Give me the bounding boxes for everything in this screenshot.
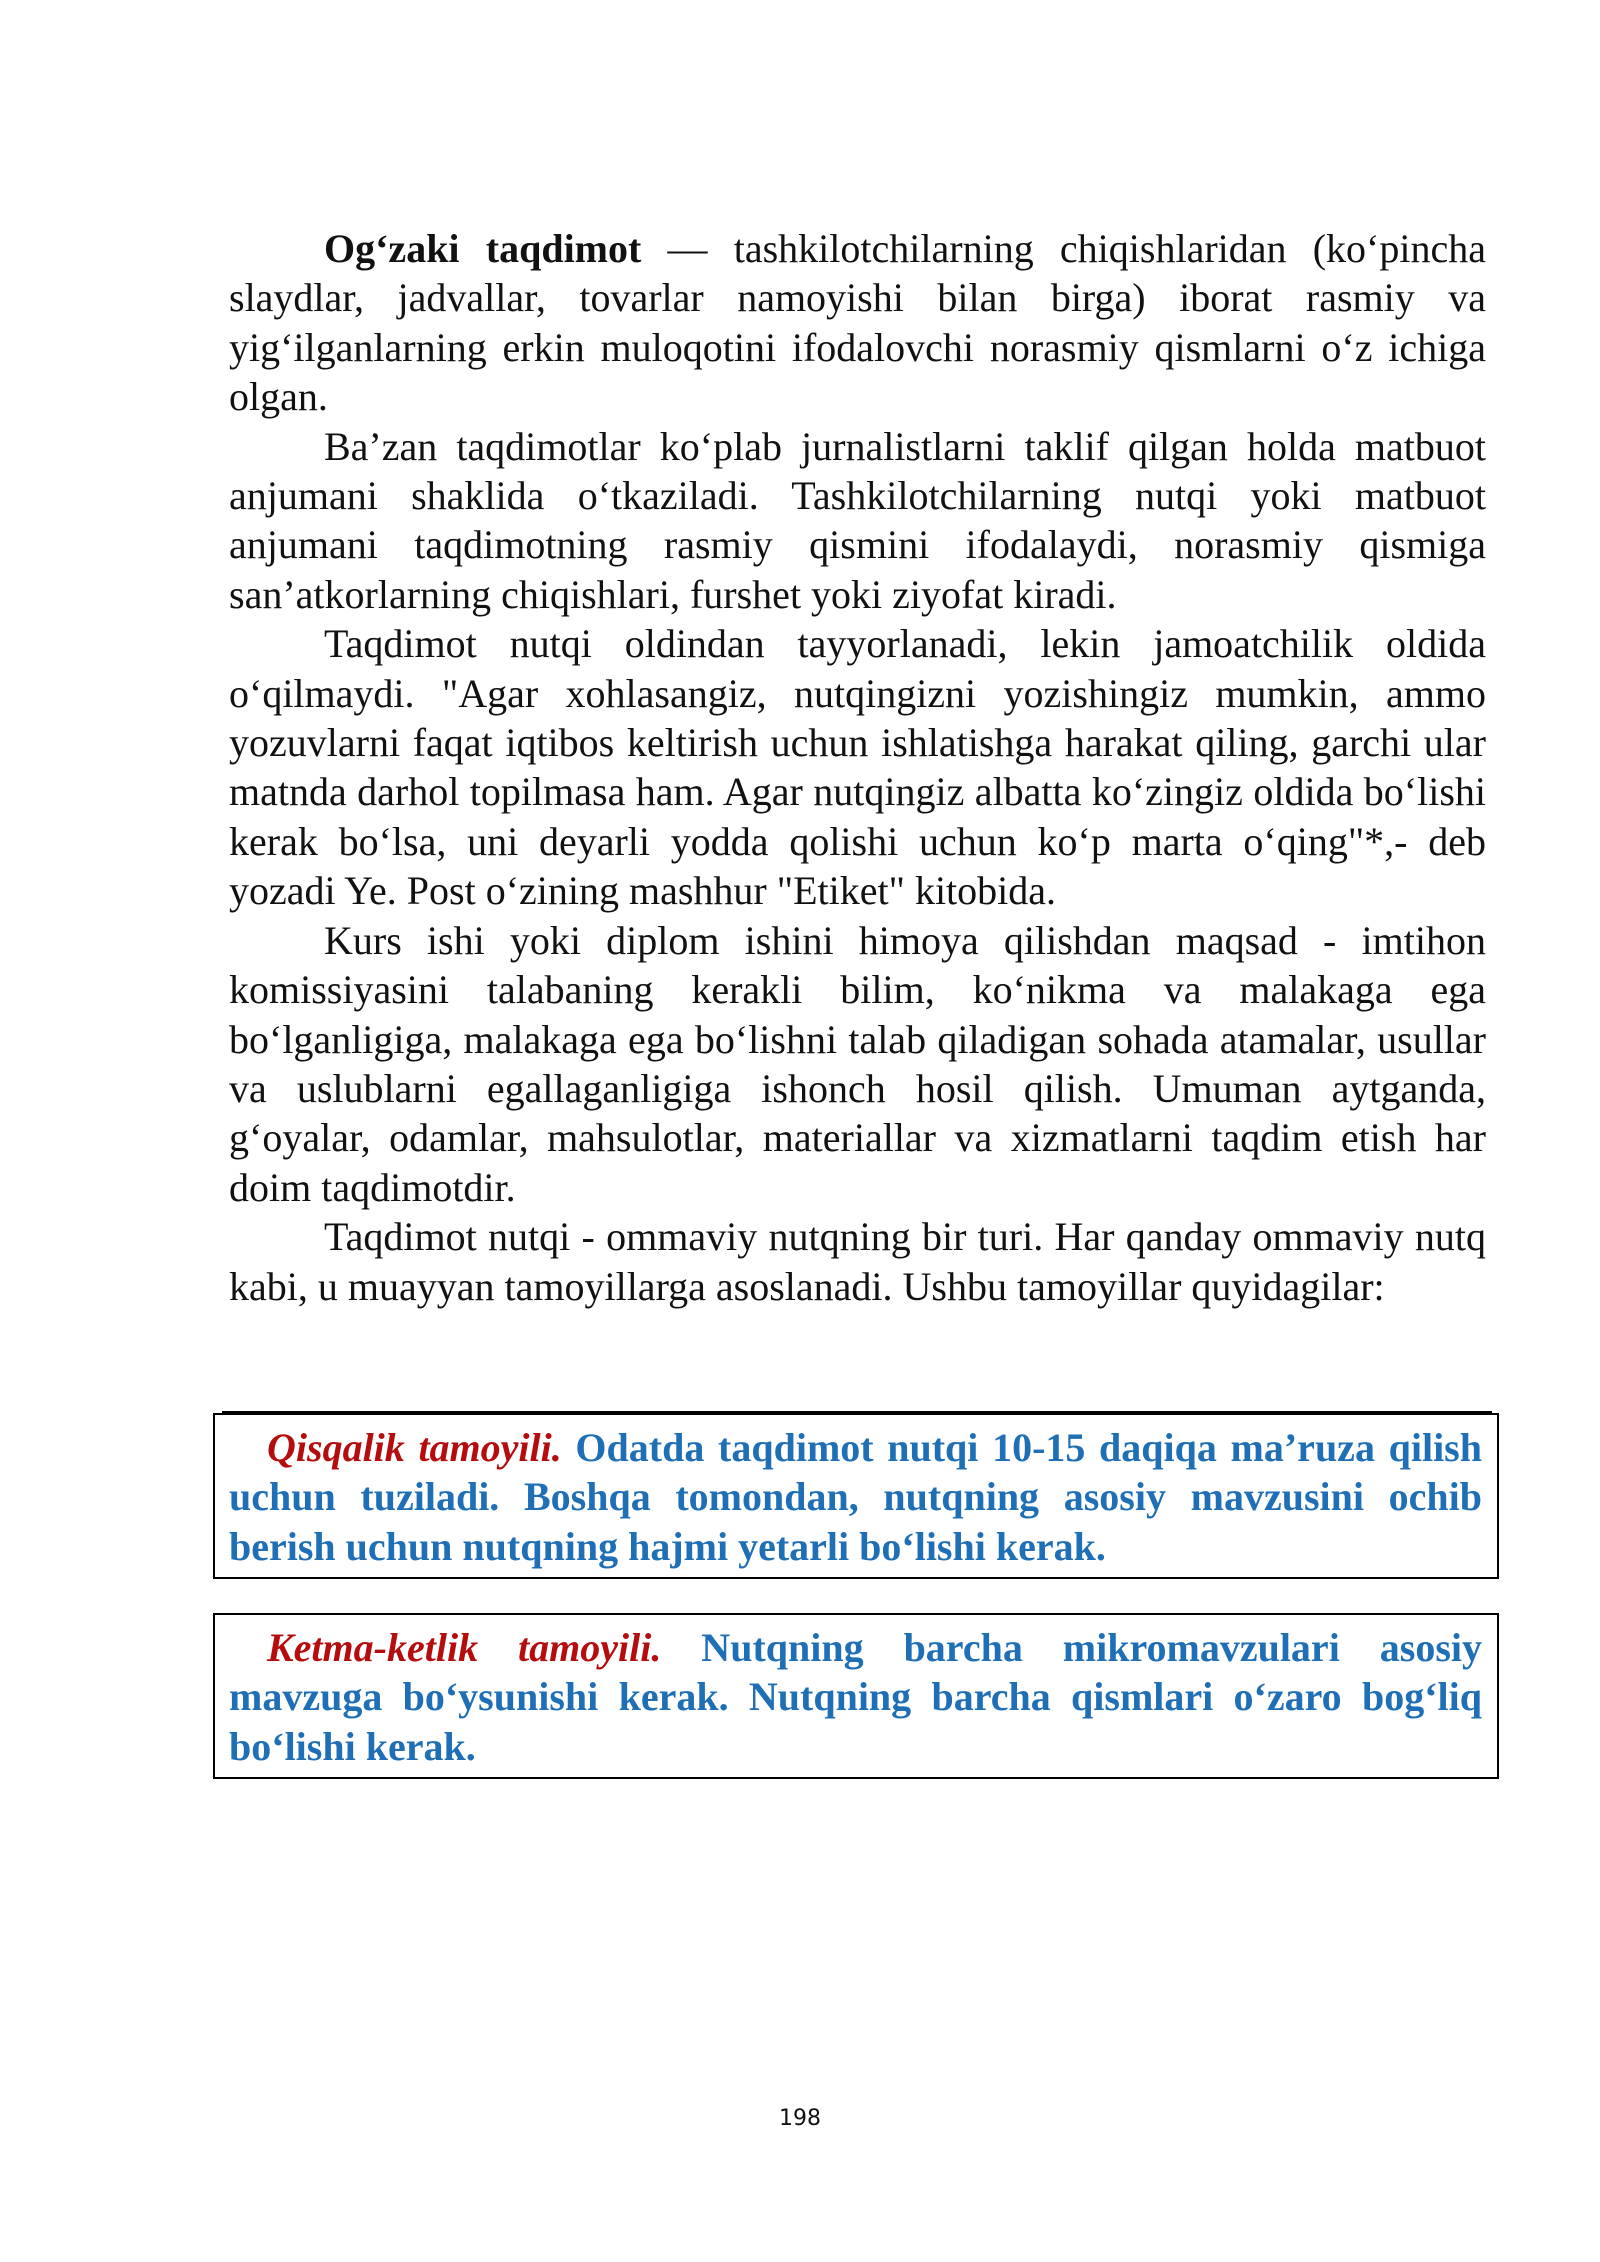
principle-title: Qisqalik tamoyili. [267,1425,562,1470]
paragraph-press-conference: Ba’zan taqdimotlar ko‘plab jurnalistlarni taklif qilgan holda matbuot anjumani shaklida o‘tkaziladi. Tashkilotchilarning nutqi yoki matbuot anjumani taqdimotning rasmiy qismini ifodalaydi, norasmiy qismiga san’atkorlarning chiqishlari, furshet yoki ziyofat kiradi. [229,423,1486,617]
paragraph-definition [229,224,1486,422]
principle-title: Ketma-ketlik tamoyili. [267,1625,662,1670]
body-text [229,224,1486,1311]
principle-box-sequence [213,1613,1499,1779]
principle-text: Nutqning barcha mikromavzulari asosiy mavzuga bo‘ysunishi kerak. Nutqning barcha qismlari o‘zaro bog‘liq bo‘lishi kerak. [229,1625,1482,1769]
paragraph-defense-goal: Kurs ishi yoki diplom ishini himoya qilishdan maqsad - imtihon komissiyasini talabaning kerakli bilim, ko‘nikma va malakaga ega bo‘lganligiga, malakaga ega bo‘lishni talab qiladigan sohada atamalar, usullar va uslublarni egallaganligiga ishonch hosil qilish. Umuman aytganda, g‘oyalar, odamlar, mahsulotlar, materiallar va xizmatlarni taqdim etish har doim taqdimotdir. [229,917,1486,1210]
paragraph-text: — tashkilotchilarning chiqishlaridan (ko‘pincha slaydlar, jadvallar, tovarlar namoyishi bilan birga) iborat rasmiy va yig‘ilganlarning erkin muloqotini ifodalovchi norasmiy qismlarni o‘z ichiga olgan. [229,226,1486,420]
paragraph-principles-intro: Taqdimot nutqi - ommaviy nutqning bir turi. Har qanday ommaviy nutq kabi, u muayyan tamoyillarga asoslanadi. Ushbu tamoyillar quyidagilar: [229,1214,1486,1309]
page-number: 198 [779,2106,821,2131]
principle-text: Odatda taqdimot nutqi 10-15 daqiqa ma’ruza qilish uchun tuziladi. Boshqa tomondan, nutqning asosiy mavzusini ochib berish uchun nutqning hajmi yetarli bo‘lishi kerak. [229,1425,1482,1569]
principle-box-brevity [213,1413,1499,1579]
paragraph-speech-preparation: Taqdimot nutqi oldindan tayyorlanadi, lekin jamoatchilik oldida o‘qilmaydi. "Agar xohlasangiz, nutqingizni yozishingiz mumkin, ammo yozuvlarni faqat iqtibos keltirish uchun ishlatishga harakat qiling, garchi ular matnda darhol topilmasa ham. Agar nutqingiz albatta ko‘zingiz oldida bo‘lishi kerak bo‘lsa, uni deyarli yodda qolishi uchun ko‘p marta o‘qing"*,- deb yozadi Ye. Post o‘zining mashhur "Etiket" kitobida. [229,621,1486,914]
term-og-zaki-taqdimot: Og‘zaki taqdimot [324,226,642,271]
